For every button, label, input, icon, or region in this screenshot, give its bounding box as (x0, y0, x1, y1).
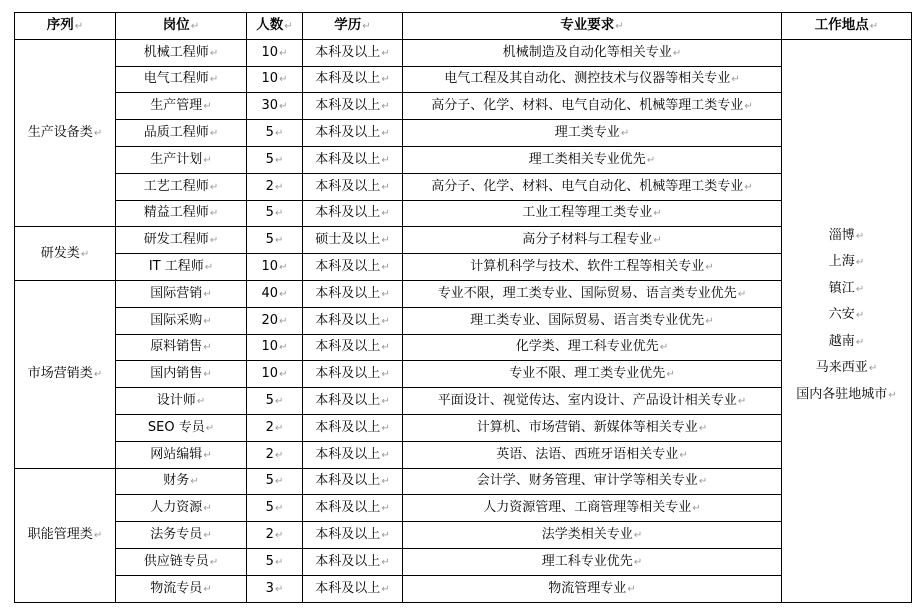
position-cell: 网站编辑↵ (116, 441, 247, 468)
major-cell: 高分子材料与工程专业↵ (403, 227, 782, 254)
education-cell: 本科及以上↵ (303, 39, 403, 66)
major-cell: 物流管理专业↵ (403, 575, 782, 602)
count-cell: 2↵ (247, 441, 303, 468)
count-cell: 10↵ (247, 334, 303, 361)
table-row (15, 441, 912, 468)
education-cell: 本科及以上↵ (303, 280, 403, 307)
major-cell: 高分子、化学、材料、电气自动化、机械等理工类专业↵ (403, 173, 782, 200)
education-cell: 本科及以上↵ (303, 388, 403, 415)
header-category: 序列↵ (15, 13, 116, 40)
position-cell: 生产计划↵ (116, 146, 247, 173)
table-body (15, 39, 912, 602)
table-row (15, 146, 912, 173)
location-item: 上海↵ (828, 254, 865, 270)
category-cell: 职能管理类↵ (15, 468, 116, 602)
table-row (15, 361, 912, 388)
major-cell: 理工类相关专业优先↵ (403, 146, 782, 173)
education-cell: 硕士及以上↵ (303, 227, 403, 254)
header-count: 人数↵ (247, 13, 303, 40)
education-cell: 本科及以上↵ (303, 575, 403, 602)
table-row (15, 227, 912, 254)
education-cell: 本科及以上↵ (303, 93, 403, 120)
table-row (15, 468, 912, 495)
position-cell: 生产管理↵ (116, 93, 247, 120)
recruitment-table (14, 12, 912, 603)
count-cell: 5↵ (247, 548, 303, 575)
education-cell: 本科及以上↵ (303, 66, 403, 93)
major-cell: 专业不限、理工类专业优先↵ (403, 361, 782, 388)
major-cell: 法学类相关专业↵ (403, 522, 782, 549)
count-cell: 10↵ (247, 254, 303, 281)
table-row (15, 575, 912, 602)
table-row (15, 388, 912, 415)
table-row (15, 307, 912, 334)
location-item: 越南↵ (828, 333, 865, 349)
table-row (15, 200, 912, 227)
major-cell: 计算机、市场营销、新媒体等相关专业↵ (403, 414, 782, 441)
count-cell: 5↵ (247, 468, 303, 495)
major-cell: 专业不限，理工类专业、国际贸易、语言类专业优先↵ (403, 280, 782, 307)
major-cell: 人力资源管理、工商管理等相关专业↵ (403, 495, 782, 522)
position-cell: 国内销售↵ (116, 361, 247, 388)
count-cell: 5↵ (247, 495, 303, 522)
major-cell: 英语、法语、西班牙语相关专业↵ (403, 441, 782, 468)
count-cell: 5↵ (247, 146, 303, 173)
category-cell: 生产设备类↵ (15, 39, 116, 227)
position-cell: 电气工程师↵ (116, 66, 247, 93)
education-cell: 本科及以上↵ (303, 468, 403, 495)
education-cell: 本科及以上↵ (303, 522, 403, 549)
location-item: 马来西亚↵ (815, 360, 878, 376)
major-cell: 工业工程等理工类专业↵ (403, 200, 782, 227)
table-row (15, 548, 912, 575)
count-cell: 2↵ (247, 173, 303, 200)
position-cell: 国际采购↵ (116, 307, 247, 334)
major-cell: 机械制造及自动化等相关专业↵ (403, 39, 782, 66)
location-item: 淄博↵ (828, 227, 865, 243)
position-cell: 品质工程师↵ (116, 120, 247, 147)
education-cell: 本科及以上↵ (303, 361, 403, 388)
header-major: 专业要求↵ (403, 13, 782, 40)
table-row (15, 254, 912, 281)
education-cell: 本科及以上↵ (303, 173, 403, 200)
education-cell: 本科及以上↵ (303, 200, 403, 227)
position-cell: 设计师↵ (116, 388, 247, 415)
position-cell: IT 工程师↵ (116, 254, 247, 281)
major-cell: 理工科专业优先↵ (403, 548, 782, 575)
position-cell: 工艺工程师↵ (116, 173, 247, 200)
position-cell: 国际营销↵ (116, 280, 247, 307)
header-location: 工作地点↵ (782, 13, 912, 40)
count-cell: 10↵ (247, 39, 303, 66)
count-cell: 20↵ (247, 307, 303, 334)
table-row (15, 39, 912, 66)
location-item: 国内各驻地城市↵ (796, 386, 897, 402)
table-row (15, 173, 912, 200)
header-education: 学历↵ (303, 13, 403, 40)
major-cell: 化学类、理工科专业优先↵ (403, 334, 782, 361)
education-cell: 本科及以上↵ (303, 414, 403, 441)
count-cell: 3↵ (247, 575, 303, 602)
count-cell: 5↵ (247, 200, 303, 227)
table-row (15, 495, 912, 522)
education-cell: 本科及以上↵ (303, 120, 403, 147)
education-cell: 本科及以上↵ (303, 495, 403, 522)
education-cell: 本科及以上↵ (303, 334, 403, 361)
education-cell: 本科及以上↵ (303, 254, 403, 281)
location-item: 六安↵ (828, 307, 865, 323)
category-cell: 研发类↵ (15, 227, 116, 281)
count-cell: 10↵ (247, 66, 303, 93)
position-cell: 物流专员↵ (116, 575, 247, 602)
count-cell: 5↵ (247, 120, 303, 147)
position-cell: SEO 专员↵ (116, 414, 247, 441)
major-cell: 电气工程及其自动化、测控技术与仪器等相关专业↵ (403, 66, 782, 93)
count-cell: 2↵ (247, 522, 303, 549)
count-cell: 30↵ (247, 93, 303, 120)
education-cell: 本科及以上↵ (303, 548, 403, 575)
table-row (15, 280, 912, 307)
position-cell: 财务↵ (116, 468, 247, 495)
position-cell: 法务专员↵ (116, 522, 247, 549)
count-cell: 40↵ (247, 280, 303, 307)
count-cell: 10↵ (247, 361, 303, 388)
major-cell: 会计学、财务管理、审计学等相关专业↵ (403, 468, 782, 495)
table-row (15, 334, 912, 361)
count-cell: 2↵ (247, 414, 303, 441)
location-item: 镇江↵ (828, 280, 865, 296)
position-cell: 精益工程师↵ (116, 200, 247, 227)
education-cell: 本科及以上↵ (303, 441, 403, 468)
position-cell: 研发工程师↵ (116, 227, 247, 254)
education-cell: 本科及以上↵ (303, 146, 403, 173)
position-cell: 机械工程师↵ (116, 39, 247, 66)
table-row (15, 93, 912, 120)
major-cell: 理工类专业↵ (403, 120, 782, 147)
table-row (15, 120, 912, 147)
table-row (15, 522, 912, 549)
position-cell: 原料销售↵ (116, 334, 247, 361)
education-cell: 本科及以上↵ (303, 307, 403, 334)
table-row (15, 66, 912, 93)
location-cell (782, 39, 912, 602)
position-cell: 供应链专员↵ (116, 548, 247, 575)
position-cell: 人力资源↵ (116, 495, 247, 522)
table-row (15, 414, 912, 441)
major-cell: 平面设计、视觉传达、室内设计、产品设计相关专业↵ (403, 388, 782, 415)
major-cell: 高分子、化学、材料、电气自动化、机械等理工类专业↵ (403, 93, 782, 120)
category-cell: 市场营销类↵ (15, 280, 116, 468)
header-row (15, 13, 912, 40)
count-cell: 5↵ (247, 227, 303, 254)
major-cell: 计算机科学与技术、软件工程等相关专业↵ (403, 254, 782, 281)
major-cell: 理工类专业、国际贸易、语言类专业优先↵ (403, 307, 782, 334)
count-cell: 5↵ (247, 388, 303, 415)
header-position: 岗位↵ (116, 13, 247, 40)
